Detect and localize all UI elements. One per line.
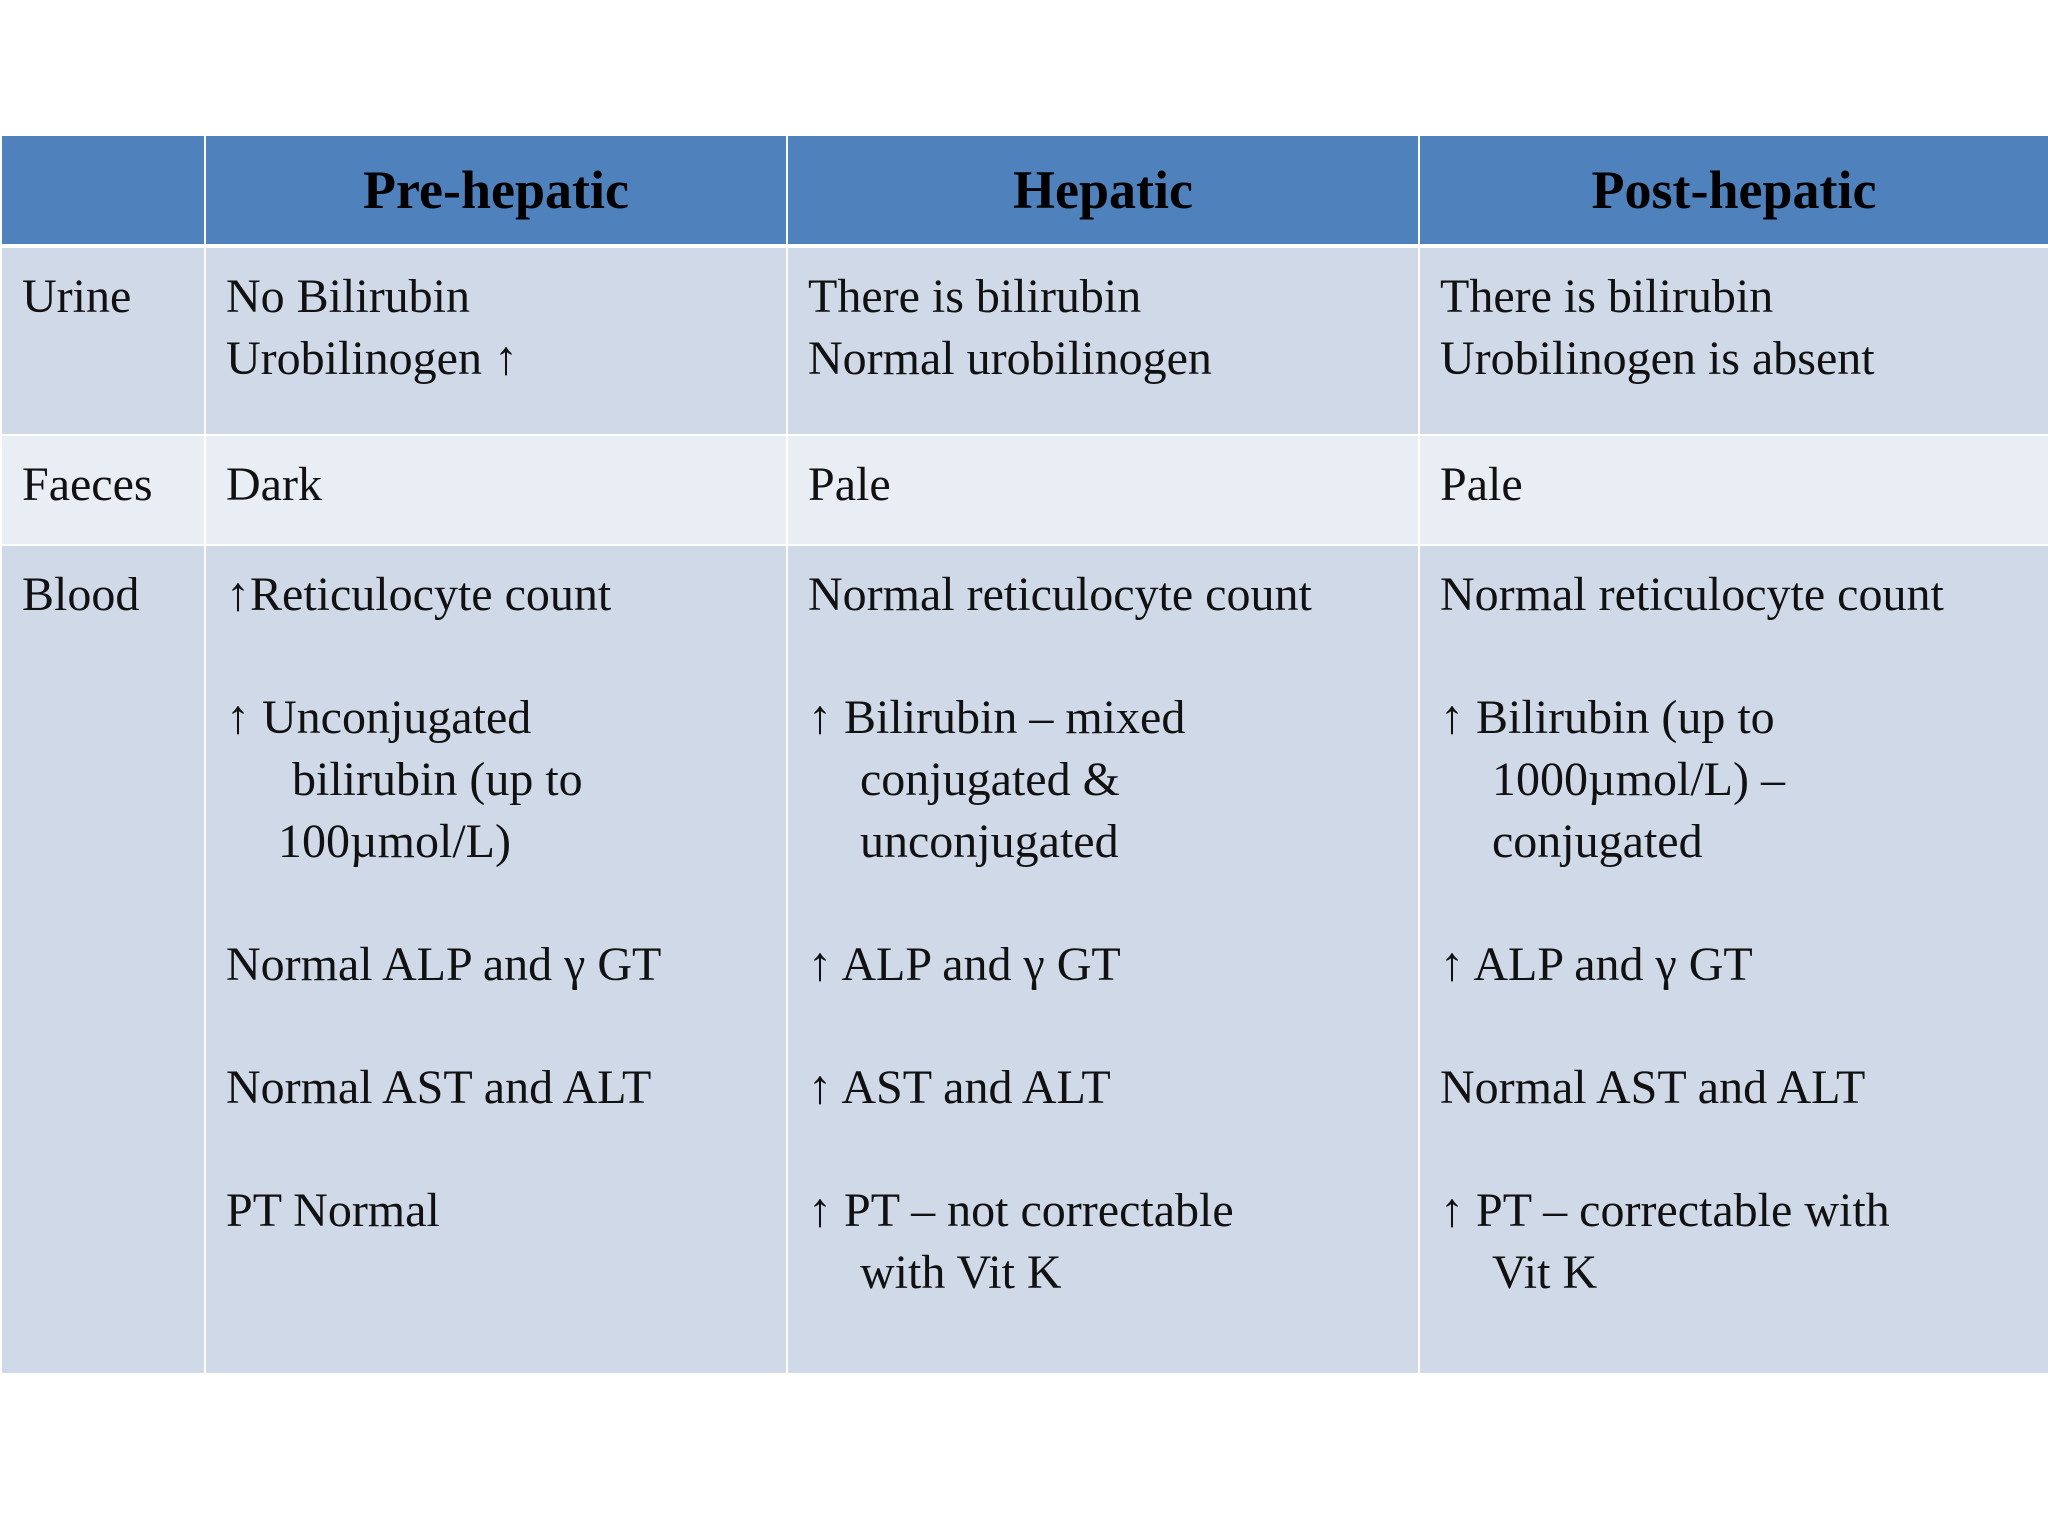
header-pre-hepatic: Pre-hepatic bbox=[205, 136, 787, 246]
cell-line: Normal urobilinogen bbox=[808, 332, 1212, 385]
cell-line: PT Normal bbox=[226, 1184, 440, 1237]
row-label-urine: Urine bbox=[22, 270, 132, 323]
cell-line: ↑ ALP and γ GT bbox=[1440, 938, 1753, 991]
blood-item bbox=[1440, 1057, 2028, 1119]
cell-line: ↑Reticulocyte count bbox=[226, 568, 612, 621]
cell-blood-hepatic bbox=[787, 545, 1419, 1373]
cell-line: conjugated & bbox=[860, 753, 1120, 806]
cell-line: There is bilirubin bbox=[1440, 270, 1774, 323]
row-label-cell bbox=[1, 246, 205, 435]
cell-urine-pre-hepatic bbox=[205, 246, 787, 435]
cell-blood-post-hepatic bbox=[1419, 545, 2048, 1373]
cell-line: Urobilinogen is absent bbox=[1440, 332, 1875, 385]
header-corner bbox=[1, 136, 205, 246]
cell-line: conjugated bbox=[1492, 815, 1703, 868]
jaundice-comparison-table-wrapper bbox=[0, 136, 2048, 1373]
blood-item bbox=[1440, 1180, 2028, 1304]
blood-item bbox=[226, 1180, 766, 1242]
cell-line: 100µmol/L) bbox=[278, 815, 511, 868]
table-row-faeces bbox=[1, 435, 2048, 545]
cell-urine-hepatic bbox=[787, 246, 1419, 435]
row-label-cell bbox=[1, 545, 205, 1373]
cell-line: Normal AST and ALT bbox=[226, 1061, 652, 1114]
cell-line: ↑ PT – not correctable bbox=[808, 1184, 1234, 1237]
row-label-faeces: Faeces bbox=[22, 458, 153, 511]
blood-item bbox=[1440, 934, 2028, 996]
table-row-blood bbox=[1, 545, 2048, 1373]
row-label-blood: Blood bbox=[22, 568, 140, 621]
blood-item bbox=[1440, 564, 2028, 626]
blood-item bbox=[226, 687, 766, 873]
cell-line: unconjugated bbox=[860, 815, 1119, 868]
cell-line: Pale bbox=[1440, 458, 1523, 511]
table-row-urine bbox=[1, 246, 2048, 435]
blood-item bbox=[808, 934, 1398, 996]
header-row bbox=[1, 136, 2048, 246]
blood-item bbox=[808, 1180, 1398, 1304]
cell-line: Normal AST and ALT bbox=[1440, 1061, 1866, 1114]
cell-faeces-pre-hepatic bbox=[205, 435, 787, 545]
cell-line: ↑ Bilirubin (up to bbox=[1440, 691, 1775, 744]
header-post-hepatic: Post-hepatic bbox=[1419, 136, 2048, 246]
cell-line: with Vit K bbox=[860, 1246, 1062, 1299]
cell-line: ↑ AST and ALT bbox=[808, 1061, 1111, 1114]
blood-item bbox=[808, 687, 1398, 873]
cell-line: 1000µmol/L) – bbox=[1492, 753, 1785, 806]
blood-item bbox=[226, 934, 766, 996]
blood-item bbox=[808, 1057, 1398, 1119]
cell-line: No Bilirubin bbox=[226, 270, 471, 323]
cell-line: Normal reticulocyte count bbox=[808, 568, 1312, 621]
blood-item bbox=[808, 564, 1398, 626]
cell-line: Normal reticulocyte count bbox=[1440, 568, 1944, 621]
cell-faeces-hepatic bbox=[787, 435, 1419, 545]
cell-line: Normal ALP and γ GT bbox=[226, 938, 662, 991]
cell-line: bilirubin (up to bbox=[292, 753, 583, 806]
row-label-cell bbox=[1, 435, 205, 545]
cell-faeces-post-hepatic bbox=[1419, 435, 2048, 545]
blood-item bbox=[1440, 687, 2028, 873]
jaundice-comparison-table bbox=[0, 136, 2048, 1373]
cell-line: Vit K bbox=[1492, 1246, 1598, 1299]
cell-blood-pre-hepatic bbox=[205, 545, 787, 1373]
blood-item bbox=[226, 564, 766, 626]
header-hepatic: Hepatic bbox=[787, 136, 1419, 246]
cell-line: ↑ Unconjugated bbox=[226, 691, 532, 744]
cell-line: There is bilirubin bbox=[808, 270, 1142, 323]
cell-line: Pale bbox=[808, 458, 891, 511]
cell-line: ↑ PT – correctable with bbox=[1440, 1184, 1890, 1237]
cell-line: ↑ ALP and γ GT bbox=[808, 938, 1121, 991]
cell-line: Urobilinogen ↑ bbox=[226, 332, 518, 385]
cell-urine-post-hepatic bbox=[1419, 246, 2048, 435]
blood-item bbox=[226, 1057, 766, 1119]
cell-line: ↑ Bilirubin – mixed bbox=[808, 691, 1186, 744]
cell-line: Dark bbox=[226, 458, 322, 511]
